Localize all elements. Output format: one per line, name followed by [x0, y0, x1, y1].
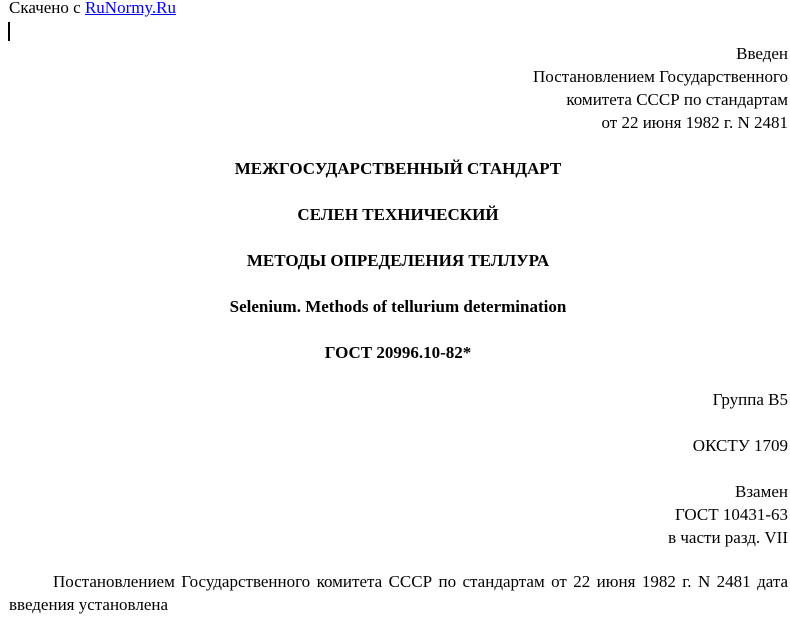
text-cursor: [8, 22, 10, 41]
methods-heading: МЕТОДЫ ОПРЕДЕЛЕНИЯ ТЕЛЛУРА: [246, 251, 550, 270]
source-link[interactable]: RuNormy.Ru: [84, 0, 176, 17]
introduced-line: Постановлением Государственного: [533, 67, 788, 86]
replaces-line: в части разд. VII: [668, 528, 788, 547]
body-paragraph: Постановлением Государственного комитета СССР по стандартам от 22 июня 1982 г. N 2481 дата введения установлена: [9, 572, 788, 614]
standard-type-heading: МЕЖГОСУДАРСТВЕННЫЙ СТАНДАРТ: [234, 159, 562, 178]
okstu-code: ОКСТУ 1709: [692, 436, 788, 455]
replaces-block: [668, 480, 788, 549]
group-code: Группа В5: [712, 390, 788, 409]
introduced-line: комитета СССР по стандартам: [566, 90, 788, 109]
product-heading: СЕЛЕН ТЕХНИЧЕСКИЙ: [297, 205, 499, 224]
introduced-block: [533, 42, 788, 134]
introduced-line: Введен: [736, 44, 788, 63]
gost-number: ГОСТ 20996.10-82*: [324, 343, 472, 362]
source-note: [9, 0, 176, 19]
replaces-line: ГОСТ 10431-63: [674, 505, 788, 524]
introduced-line: от 22 июня 1982 г. N 2481: [601, 113, 788, 132]
english-title: Selenium. Methods of tellurium determination: [229, 297, 567, 316]
replaces-line: Взамен: [734, 482, 788, 501]
source-prefix: Скачено с: [9, 0, 81, 17]
